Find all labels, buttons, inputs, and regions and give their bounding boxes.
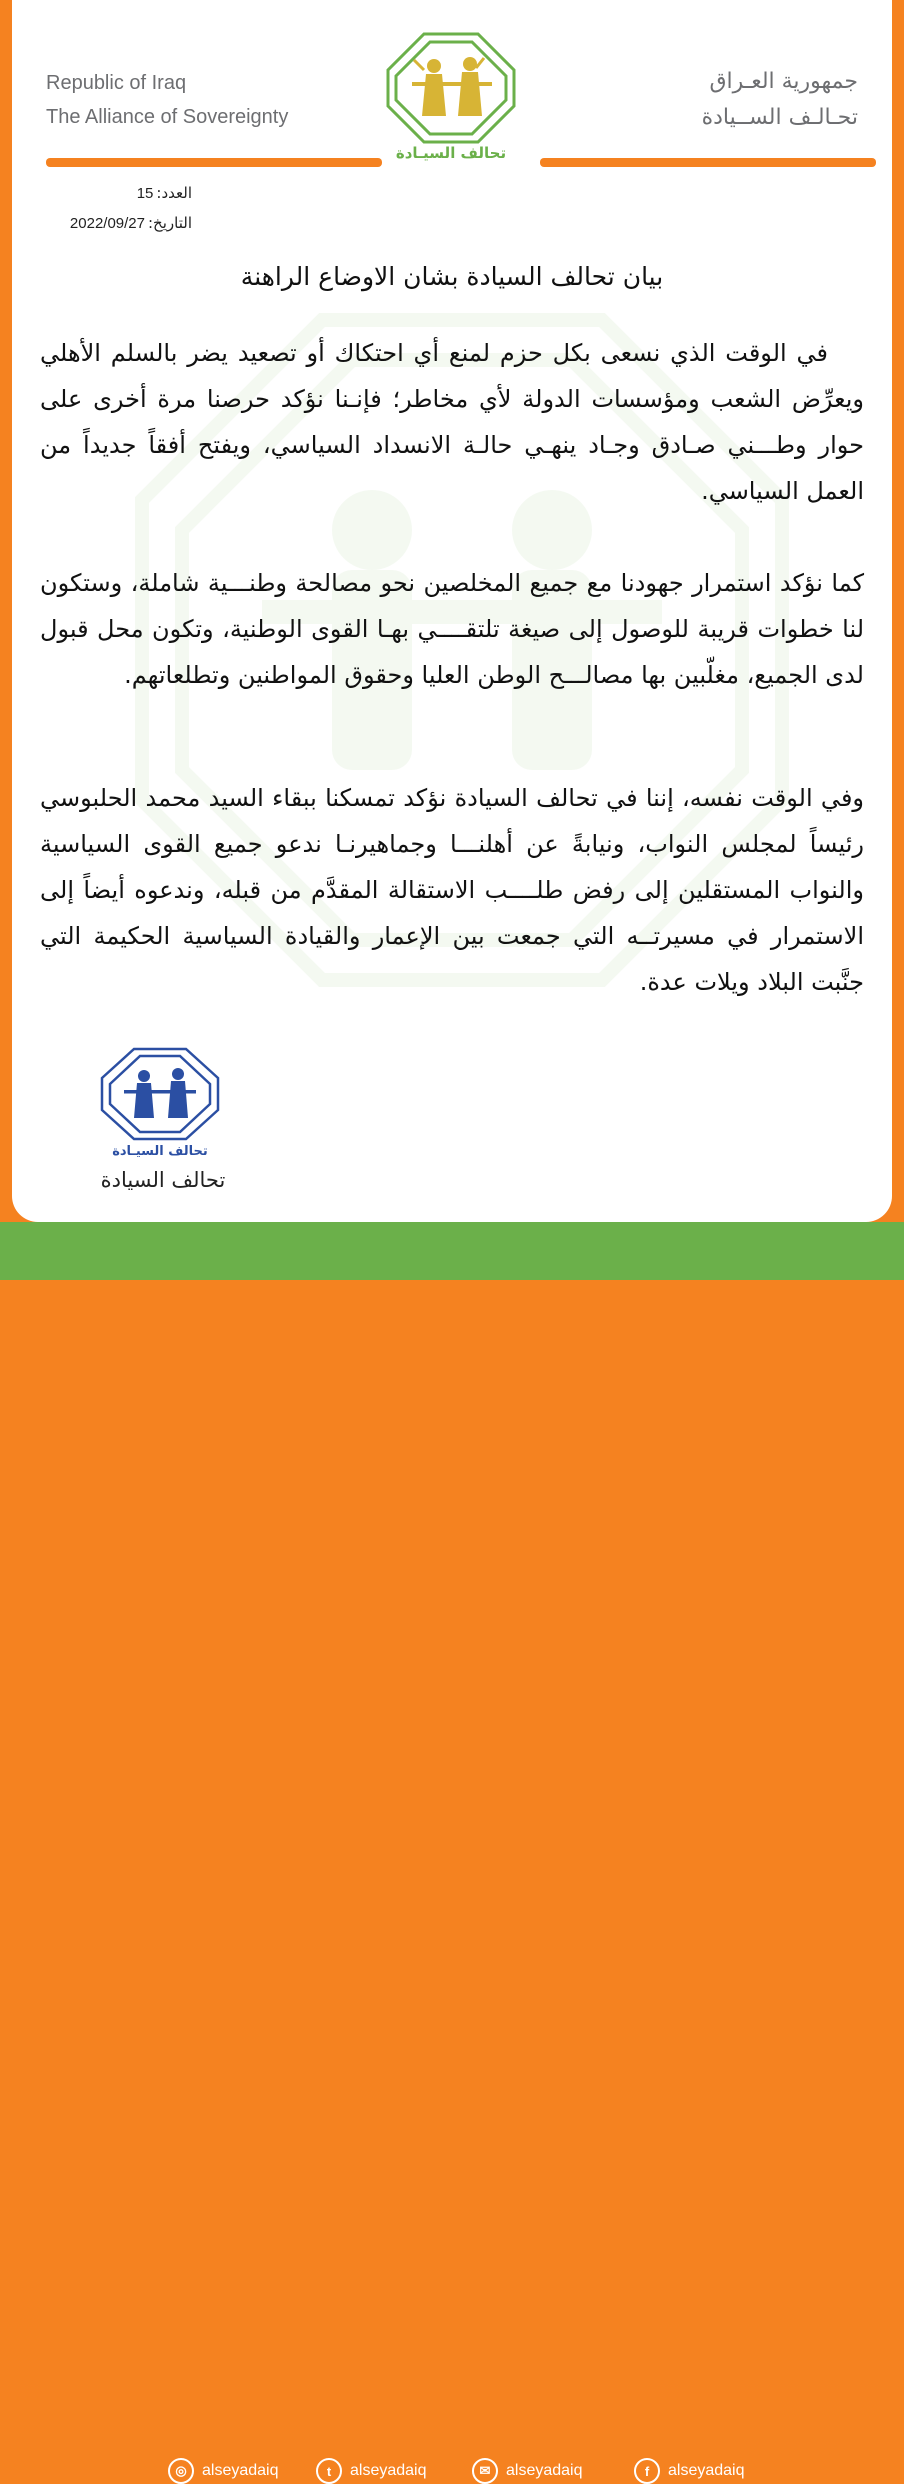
header-en-line1: Republic of Iraq (46, 72, 187, 94)
header-arabic (702, 64, 858, 136)
paragraph-1: في الوقت الذي نسعى بكل حزم لمنع أي احتكاك أو تصعيد يضر بالسلم الأهلي ويعرِّض الشعب ومؤسسات الدولة لأي مخاطر؛ فإنـنا نؤكد حرصنا مرة أخرى على حوار وطـــني صـادق وجـاد ينهـي حالـة الانسداد السياسي، ويفتح أفقاً جديداً من العمل السياسي. (40, 339, 864, 505)
social-instagram[interactable] (168, 2458, 279, 2484)
document-meta (24, 184, 192, 244)
header-ar-line2: تحـالـف الســيادة (701, 105, 858, 130)
signature-emblem-icon (98, 1046, 222, 1142)
alliance-logo (384, 30, 518, 170)
issue-date-label: التاريخ: (148, 214, 192, 232)
alliance-emblem-icon (384, 30, 518, 144)
issue-number-value: 15 (136, 185, 154, 202)
issue-number-label: العدد: (156, 184, 192, 202)
paragraph-3: وفي الوقت نفسه، إننا في تحالف السيادة نؤكد تمسكنا ببقاء السيد محمد الحلبوسي رئيساً لمجلس النواب، ونيابةً عن أهلنـــا وجماهيرنـا ندعو جميع القوى السياسية والنواب المستقلين إلى رفض طلــــب الاستقالة المقدَّم من قبله، وندعوه أيضاً إلى الاستمرار في مسيرتــه التي جمعت بين الإعمار والقيادة السياسية الحكيمة التي جنَّبت البلاد ويلات عدة. (40, 784, 864, 996)
header-divider-left (46, 158, 382, 167)
signature-logo (98, 1046, 222, 1170)
instagram-handle: alseyadaiq (202, 2462, 279, 2479)
facebook-handle: alseyadaiq (668, 2462, 745, 2479)
facebook-icon: f (634, 2458, 660, 2484)
issue-number (24, 184, 192, 214)
social-facebook[interactable] (634, 2458, 745, 2484)
instagram-icon: ◎ (168, 2458, 194, 2484)
signature-logo-caption: تحالف السيـادة (112, 1144, 208, 1159)
issue-date (24, 214, 192, 244)
letterhead-sheet (12, 0, 892, 1222)
twitter-handle: alseyadaiq (350, 2462, 427, 2479)
logo-caption: تحالف السيـادة (395, 144, 507, 162)
footer-bar (0, 1222, 904, 2479)
email-icon: ✉ (472, 2458, 498, 2484)
header-divider-right (540, 158, 876, 167)
social-twitter[interactable] (316, 2458, 427, 2484)
twitter-icon: t (316, 2458, 342, 2484)
issue-date-value: 2022/09/27 (69, 215, 145, 232)
statement-title: بيان تحالف السيادة بشان الاوضاع الراهنة (240, 262, 664, 291)
header-english (46, 66, 288, 134)
email-handle: alseyadaiq (506, 2462, 583, 2479)
paragraph-2: كما نؤكد استمرار جهودنا مع جميع المخلصين نحو مصالحة وطنـــية شاملة، وستكون لنا خطوات قريبة للوصول إلى صيغة تلتقــــي بهـا القوى الوطنية، وتكون محل قبول لدى الجميع، مغلّبين بها مصالـــح الوطن العليا وحقوق المواطنين وتطلعاتهم. (40, 569, 864, 689)
header-ar-line1: جمهورية العـراق (709, 69, 858, 94)
signature-name: تحالف السيادة (100, 1168, 226, 1192)
header-en-line2: The Alliance of Sovereignty (46, 106, 289, 128)
social-email[interactable] (472, 2458, 583, 2484)
